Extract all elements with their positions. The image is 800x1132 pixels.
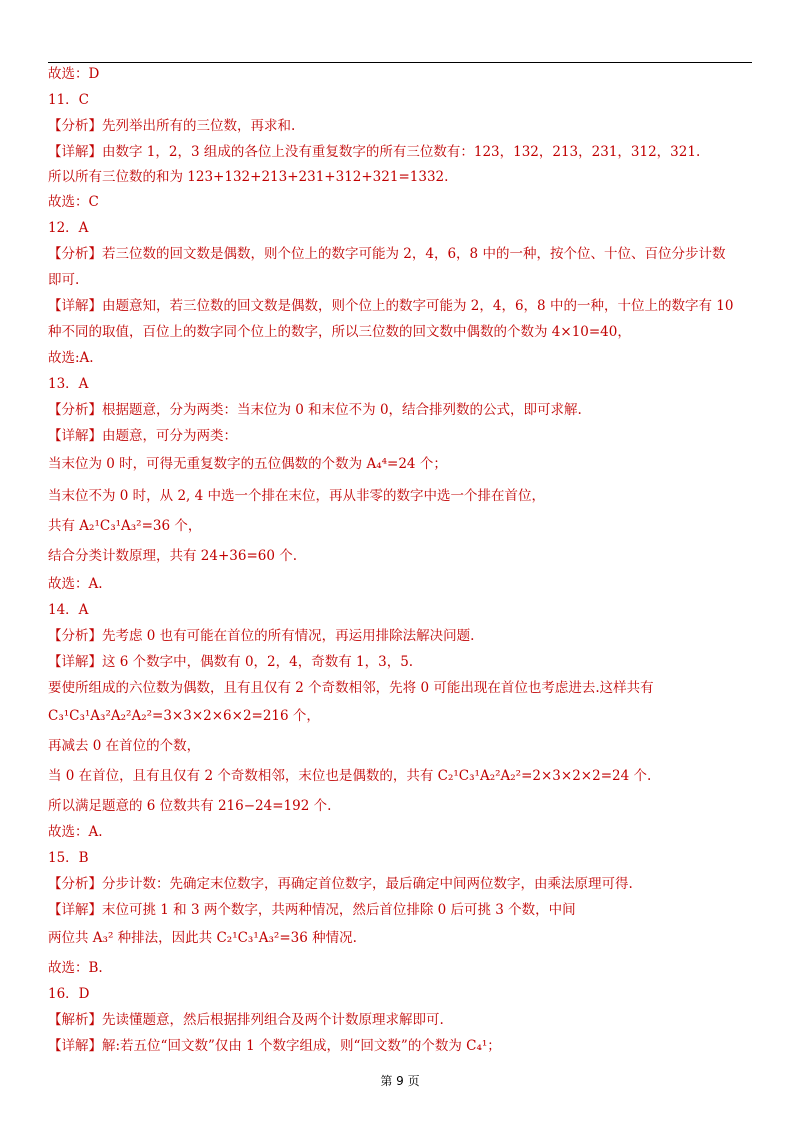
text-line: 【分析】先考虑 0 也有可能在首位的所有情况，再运用排除法解决问题. [48, 628, 475, 644]
text-line: 11．C [48, 92, 90, 108]
text-line: 即可. [48, 272, 80, 288]
text-line: 【详解】由题意，可分为两类： [48, 428, 237, 444]
text-line: 故选：A. [48, 576, 103, 592]
text-line: 所以满足题意的 6 位数共有 216−24=192 个. [48, 798, 332, 814]
text-line: 12．A [48, 220, 89, 236]
text-line: 【分析】根据题意，分为两类：当末位为 0 和末位不为 0，结合排列数的公式，即可求解. [48, 402, 582, 418]
text-line: 故选：B. [48, 960, 103, 976]
text-line: 结合分类计数原理，共有 24+36=60 个. [48, 548, 298, 564]
text-line: 故选:A. [48, 350, 94, 366]
text-line: 共有 A₂¹C₃¹A₃²=36 个， [48, 518, 202, 534]
text-line: 【详解】解:若五位“回文数”仅由 1 个数字组成，则“回文数”的个数为 C₄¹； [48, 1038, 501, 1054]
text-line: 【解析】先读懂题意，然后根据排列组合及两个计数原理求解即可. [48, 1012, 444, 1028]
text-line: 16．D [48, 986, 90, 1002]
text-line: 【分析】若三位数的回文数是偶数，则个位上的数字可能为 2，4，6，8 中的一种，按个位、十位、百位分步计数 [48, 246, 726, 262]
text-line: 所以所有三位数的和为 123+132+213+231+312+321=1332. [48, 169, 449, 185]
text-line: 【详解】由题意知，若三位数的回文数是偶数，则个位上的数字可能为 2，4，6，8 中的一种，十位上的数字有 10 [48, 298, 734, 314]
text-line: 故选：A. [48, 824, 103, 840]
text-line: 两位共 A₃² 种排法，因此共 C₂¹C₃¹A₃²=36 种情况. [48, 930, 357, 946]
text-line: 【详解】这 6 个数字中，偶数有 0，2，4，奇数有 1，3，5. [48, 654, 414, 670]
text-line: 要使所组成的六位数为偶数，且有且仅有 2 个奇数相邻，先将 0 可能出现在首位也考虑进去.这样共有 [48, 680, 654, 696]
text-line: 再减去 0 在首位的个数， [48, 738, 201, 754]
text-line: 【详解】末位可挑 1 和 3 两个数字，共两种情况，然后首位排除 0 后可挑 3 个数，中间 [48, 902, 576, 918]
text-line: 13．A [48, 376, 89, 392]
text-line: 【详解】由数字 1，2，3 组成的各位上没有重复数字的所有三位数有：123，132，213，231，312，321. [48, 144, 701, 160]
page-number: 第 9 页 [380, 1074, 420, 1088]
text-line: 故选：C [48, 194, 99, 210]
text-line: 【分析】分步计数：先确定末位数字，再确定首位数字，最后确定中间两位数字，由乘法原理可得. [48, 876, 633, 892]
text-line: 种不同的取值，百位上的数字同个位上的数字，所以三位数的回文数中偶数的个数为 4×10=40， [48, 324, 631, 340]
text-line: 【分析】先列举出所有的三位数，再求和. [48, 118, 296, 134]
text-line: 当 0 在首位，且有且仅有 2 个奇数相邻，末位也是偶数的，共有 C₂¹C₃¹A₂²A₂²=2×3×2×2=24 个. [48, 768, 652, 784]
text-line: 当末位为 0 时，可得无重复数字的五位偶数的个数为 A₄⁴=24 个； [48, 456, 447, 472]
text-line: 当末位不为 0 时，从 2, 4 中选一个排在末位，再从非零的数字中选一个排在首位， [48, 488, 546, 504]
text-line: 故选：D [48, 66, 100, 82]
text-line: 14．A [48, 602, 89, 618]
text-line: C₃¹C₃¹A₃²A₂²A₂²=3×3×2×6×2=216 个， [48, 708, 320, 724]
header-rule [48, 62, 752, 63]
text-line: 15．B [48, 850, 89, 866]
